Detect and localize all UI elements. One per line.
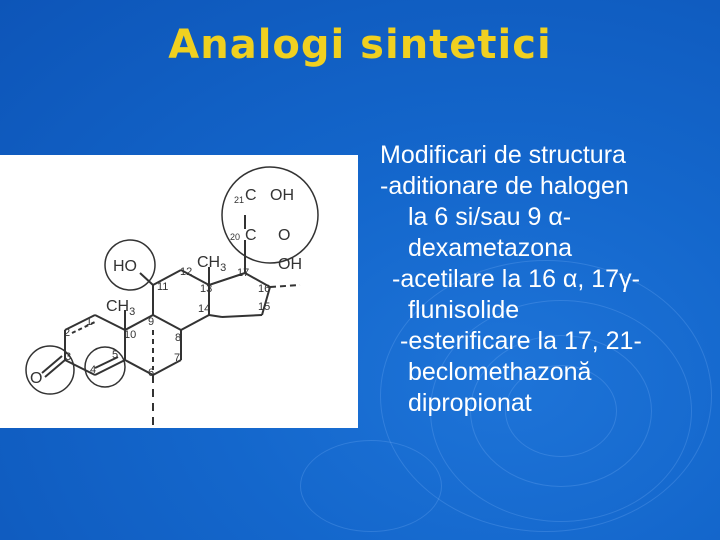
dexamethasone-structure-image [0, 155, 358, 428]
carbonyl-oxygen-20: O [278, 227, 291, 244]
hydroxyl-17: OH [278, 256, 302, 273]
carbon-number-2: 2 [64, 327, 71, 339]
text-line: -acetilare la 16 α, 17γ- [392, 265, 640, 293]
carbon-number-4: 4 [90, 364, 97, 376]
carbon-number-8: 8 [175, 332, 182, 344]
text-line: -aditionare de halogen [380, 172, 629, 200]
carbon-number-17: 17 [237, 267, 250, 279]
background-ripple [300, 440, 442, 532]
carbon-number-13: 13 [200, 283, 213, 295]
structure-modifications-text [380, 140, 720, 419]
slide-title: Analogi sintetici [168, 22, 552, 68]
text-line: flunisolide [408, 296, 520, 324]
methyl-13: $CH_3$ [197, 254, 227, 274]
carbon-number-6: 6 [148, 367, 155, 379]
steroid-structure-diagram [0, 155, 358, 428]
carbon-number-5: 5 [112, 349, 119, 361]
atom-c20: C [245, 227, 257, 244]
atom-c21: C [245, 187, 257, 204]
text-line: beclomethazonă [408, 358, 592, 386]
carbonyl-oxygen-3: O [30, 370, 43, 387]
carbon-number-11: 11 [157, 281, 169, 293]
carbon-number-7: 7 [174, 352, 181, 364]
hydroxyl-11: HO [113, 258, 137, 275]
carbon-number-15: 15 [258, 301, 271, 313]
text-line: dipropionat [408, 389, 532, 417]
methyl-10: $CH_3$ [106, 298, 136, 318]
carbon-number-14: 14 [198, 303, 211, 315]
carbon-number-12: 12 [180, 266, 193, 278]
carbon-number-3: 3 [65, 351, 72, 363]
text-line: Modificari de structura [380, 141, 626, 169]
carbon-number-1: 1 [86, 316, 93, 328]
text-line: dexametazona [408, 234, 573, 262]
text-line: la 6 si/sau 9 α- [408, 203, 572, 231]
carbon-number-10: 10 [124, 329, 137, 341]
carbon-number-9: 9 [148, 316, 155, 328]
carbon-number-20: 20 [230, 232, 241, 242]
carbon-number-21: 21 [234, 195, 245, 205]
hydroxyl-21: OH [270, 187, 294, 204]
text-line: -esterificare la 17, 21- [400, 327, 642, 355]
carbon-number-16: 16 [258, 283, 271, 295]
